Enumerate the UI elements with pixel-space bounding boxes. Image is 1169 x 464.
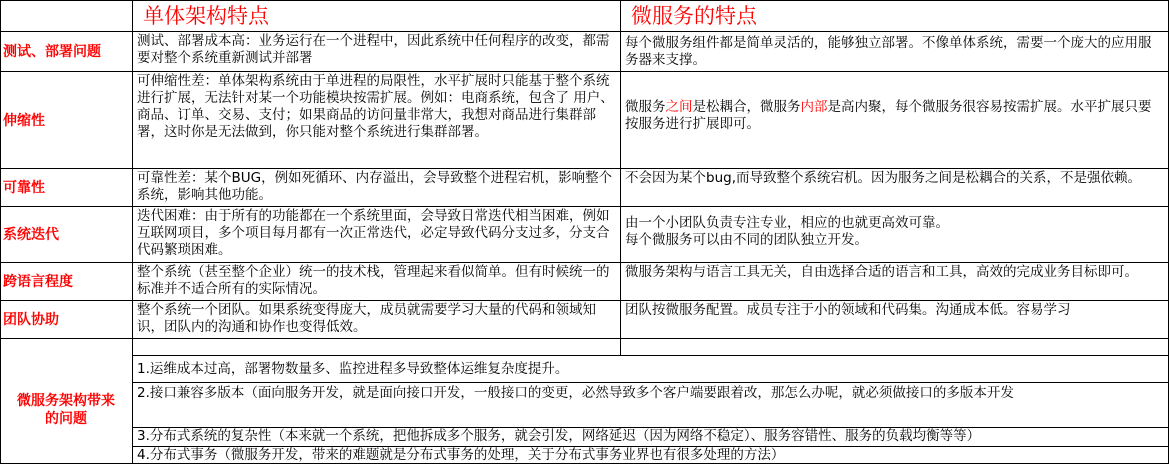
- problem-item-1: 1.运维成本过高，部署物数量多、监控进程多导致整体运维复杂度提升。: [133, 356, 1169, 383]
- ms-iter-line-1: 由一个小团队负责专注专业，相应的也就更高效可靠。: [625, 215, 949, 231]
- ms-scal-text-2: 是松耦合，微服务: [692, 99, 801, 115]
- microservice-scalability: [621, 72, 1169, 169]
- monolith-cross-language: 整个系统（甚至整个企业）统一的技术栈，管理起来看似简单。但有时候统一的标准并不适合所有的实际情况。: [133, 263, 621, 301]
- ms-scal-text-1: 微服务: [625, 99, 666, 115]
- monolith-team: 整个系统一个团队。如果系统变得庞大，成员就需要学习大量的代码和领域知识，团队内的沟通和协作也变得低效。: [133, 301, 621, 339]
- ms-iter-line-2: 每个微服务可以由不同的团队独立开发。: [625, 232, 868, 248]
- spacer-cell-left: [133, 339, 621, 356]
- row-label-team: 团队协助: [0, 301, 133, 339]
- monolith-scalability: 可伸缩性差：单体架构系统由于单进程的局限性，水平扩展时只能基于整个系统进行扩展，无法针对某一个功能模块按需扩展。例如：电商系统，包含了 用户、商品、订单、交易、支付；如果商品的访问量非常大，我想对商品进行集群部署，这时你是无法做到，你只能对整个系统进行集群部署。: [133, 72, 621, 169]
- monolith-testing: 测试、部署成本高：业务运行在一个进程中，因此系统中任何程序的改变，都需要对整个系统重新测试并部署: [133, 32, 621, 72]
- microservice-team: 团队按微服务配置。成员专注于小的领域和代码集。沟通成本低。容易学习: [621, 301, 1169, 339]
- microservice-iteration: [621, 207, 1169, 263]
- problems-label: 微服务架构带来的问题: [0, 356, 133, 464]
- monolith-reliability: 可靠性差：某个BUG，例如死循环、内存溢出，会导致整个进程宕机，影响整个系统，影响其他功能。: [133, 169, 621, 207]
- header-microservice: 微服务的特点: [621, 0, 1169, 32]
- ms-scal-text-internal: 内部: [800, 99, 828, 115]
- microservice-testing: 每个微服务组件都是简单灵活的，能够独立部署。不像单体系统，需要一个庞大的应用服务器来支撑。: [621, 32, 1169, 72]
- spacer-cell-label: [0, 339, 133, 356]
- corner-cell: [0, 0, 133, 32]
- row-label-testing: 测试、部署问题: [0, 32, 133, 72]
- problem-item-3: 3.分布式系统的复杂性（本来就一个系统，把他拆成多个服务，就会引发，网络延迟（因为网络不稳定）、服务容错性、服务的负载均衡等等）: [133, 428, 1169, 447]
- monolith-iteration: 迭代困难：由于所有的功能都在一个系统里面，会导致日常迭代相当困难，例如互联网项目，多个项目每月都有一次正常迭代，必定导致代码分支过多，分支合代码繁琐困难。: [133, 207, 621, 263]
- microservice-cross-language: 微服务架构与语言工具无关，自由选择合适的语言和工具，高效的完成业务目标即可。: [621, 263, 1169, 301]
- spacer-cell-right: [621, 339, 1169, 356]
- microservice-reliability: 不会因为某个bug,而导致整个系统宕机。因为服务之间是松耦合的关系，不是强依赖。: [621, 169, 1169, 207]
- ms-scal-text-3: 是高内聚，每个微服务很容易按需扩展。水平扩展只要按服务进行扩展即可。: [625, 99, 1152, 132]
- ms-scal-text-between: 之间: [665, 99, 693, 115]
- row-label-iteration: 系统迭代: [0, 207, 133, 263]
- row-label-cross-language: 跨语言程度: [0, 263, 133, 301]
- header-monolith: 单体架构特点: [133, 0, 621, 32]
- row-label-scalability: 伸缩性: [0, 72, 133, 169]
- row-label-reliability: 可靠性: [0, 169, 133, 207]
- problem-item-4: 4.分布式事务（微服务开发，带来的难题就是分布式事务的处理，关于分布式事务业界也有很多处理的方法）: [133, 447, 1169, 464]
- problem-item-2: 2.接口兼容多版本（面向服务开发，就是面向接口开发，一般接口的变更，必然导致多个客户端要跟着改，那怎么办呢，就必须做接口的多版本开发: [133, 383, 1169, 428]
